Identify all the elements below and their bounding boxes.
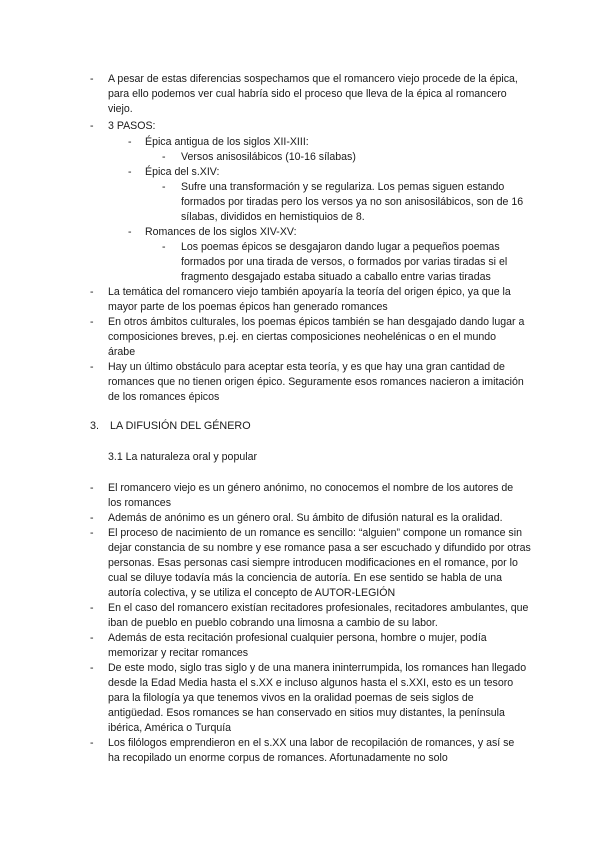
- paragraph-text: Además de esta recitación profesional cualquier persona, hombre o mujer, podía memorizar y recitar romances: [108, 632, 487, 659]
- paragraph-text: 3 PASOS:: [108, 120, 156, 132]
- paragraph-text: Romances de los siglos XIV-XV:: [145, 226, 297, 238]
- bullet-dash: -: [90, 737, 94, 749]
- paragraph-text: Los poemas épicos se desgajaron dando lugar a pequeños poemas formados por una tirada de versos, o formados por varias tiradas si el fragmento desgajado estaba situado a caballo entre varias tiradas: [181, 241, 508, 283]
- paragraph-text: Épica del s.XIV:: [145, 166, 220, 178]
- bullet-dash: -: [90, 602, 94, 614]
- bullet-dash: -: [90, 120, 94, 132]
- bullet-dash: -: [90, 527, 94, 539]
- paragraph-text: En otros ámbitos culturales, los poemas épicos también se han desgajado dando lugar a composiciones breves, p.ej. en ciertas composiciones neohelénicas o en el mundo árabe: [108, 316, 525, 358]
- paragraph-text: Épica antigua de los siglos XII-XIII:: [145, 136, 309, 148]
- bullet-dash: -: [90, 662, 94, 674]
- paragraph-text: El romancero viejo es un género anónimo, no conocemos el nombre de los autores de los romances: [108, 482, 514, 509]
- bullet-dash: -: [128, 136, 132, 148]
- bullet-dash: -: [90, 286, 94, 298]
- bullet-dash: -: [90, 482, 94, 494]
- bullet-dash: -: [162, 181, 166, 193]
- paragraph-text: A pesar de estas diferencias sospechamos que el romancero viejo procede de la épica, para ello podemos ver cual habría sido el proceso que lleva de la épica al romancero viejo.: [108, 73, 518, 115]
- bullet-dash: -: [128, 166, 132, 178]
- section-heading: [90, 419, 490, 434]
- paragraph-text: Versos anisosilábicos (10-16 sílabas): [181, 151, 356, 163]
- paragraph-text: De este modo, siglo tras siglo y de una manera ininterrumpida, los romances han llegado desde la Edad Media hasta el s.XX e incluso algunos hasta el s.XXI, esto es un tesoro para la filología ya que tenemos vivos en la oralidad poemas de seis siglos de antigüedad. Esos romances se han conservado en sitios muy distantes, la península ibérica, América o Turquía: [108, 662, 527, 734]
- section-number: 3.: [90, 420, 100, 432]
- paragraph-text: Además de anónimo es un género oral. Su ámbito de difusión natural es la oralidad.: [108, 512, 503, 524]
- bullet-dash: -: [162, 241, 166, 253]
- paragraph-text: En el caso del romancero existían recitadores profesionales, recitadores ambulantes, que iban de pueblo en pueblo cobrando una limosna a cambio de su labor.: [108, 602, 529, 629]
- bullet-dash: -: [90, 361, 94, 373]
- bullet-dash: -: [128, 226, 132, 238]
- subsection-heading: 3.1 La naturaleza oral y popular: [108, 451, 258, 463]
- bullet-dash: -: [162, 151, 166, 163]
- bullet-dash: -: [90, 73, 94, 85]
- paragraph-text: Sufre una transformación y se regulariza. Los pemas siguen estando formados por tiradas pero los versos ya no son anisosilábicos, son de 16 sílabas, divididos en hemistiquios de 8.: [181, 181, 524, 223]
- paragraph-text: La temática del romancero viejo también apoyaría la teoría del origen épico, ya que la mayor parte de los poemas épicos han generado romances: [108, 286, 511, 313]
- paragraph-text: Los filólogos emprendieron en el s.XX una labor de recopilación de romances, y así se ha recopilado un enorme corpus de romances. Afortunadamente no solo: [108, 737, 515, 764]
- paragraph-text: Hay un último obstáculo para aceptar esta teoría, y es que hay una gran cantidad de romances que no tienen origen épico. Seguramente esos romances nacieron a imitación de los romances épicos: [108, 361, 524, 403]
- bullet-dash: -: [90, 512, 94, 524]
- paragraph-text: El proceso de nacimiento de un romance es sencillo: “alguien” compone un romance sin dejar constancia de su nombre y ese romance pasa a ser escuchado y difundido por otras personas. Esas personas casi siempre introducen modificaciones en el romance, por lo cual se diluye todavía más la conciencia de autoría. En ese sentido se habla de una autoría colectiva, y se utiliza el concepto de AUTOR-LEGIÓN: [108, 527, 531, 599]
- bullet-dash: -: [90, 316, 94, 328]
- section-title: LA DIFUSIÓN DEL GÉNERO: [110, 420, 251, 432]
- bullet-dash: -: [90, 632, 94, 644]
